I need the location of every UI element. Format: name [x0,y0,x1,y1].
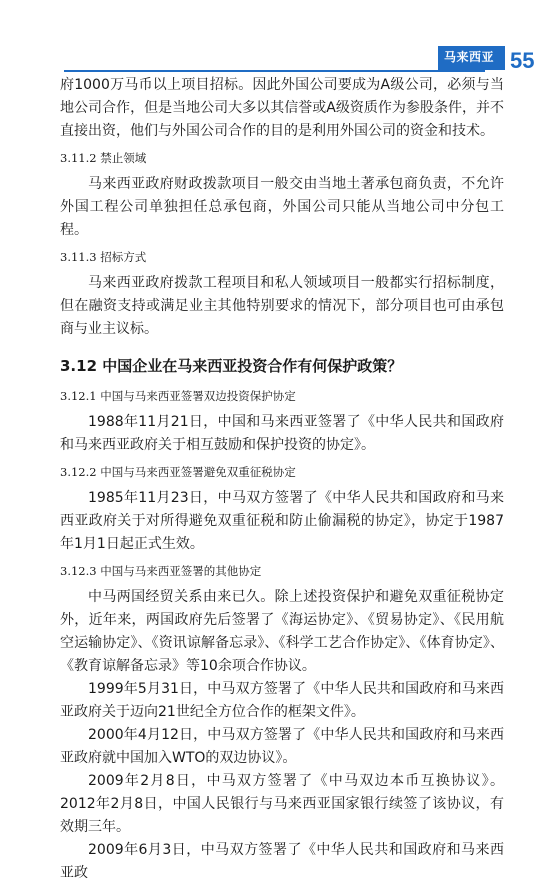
subsection-heading: 3.11.3 招标方式 [60,250,147,264]
paragraph: 2000年4月12日，中马双方签署了《中华人民共和国政府和马来西亚政府就中国加入WTO的双边协议》。 [60,727,504,766]
paragraph: 1999年5月31日，中马双方签署了《中华人民共和国政府和马来西亚政府关于迈向21世纪全方位合作的框架文件》。 [60,681,504,720]
paragraph: 1988年11月21日，中国和马来西亚签署了《中华人民共和国政府和马来西亚政府关于相互鼓励和保护投资的协定》。 [60,414,504,453]
paragraph: 1985年11月23日，中马双方签署了《中华人民共和国政府和马来西亚政府关于对所得避免双重征税和防止偷漏税的协定》，协定于1987年1月1日起正式生效。 [60,490,504,552]
paragraph: 马来西亚政府拨款工程项目和私人领域项目一般都实行招标制度，但在融资支持或满足业主其他特别要求的情况下，部分项目也可由承包商与业主议标。 [60,275,504,337]
header-rule [64,70,485,72]
paragraph: 2009年2月8日，中马双方签署了《中马双边本币互换协议》。2012年2月8日，中国人民银行与马来西亚国家银行续签了该协议，有效期三年。 [60,773,504,835]
subsection-heading: 3.11.2 禁止领域 [60,151,147,165]
paragraph: 马来西亚政府财政拨款项目一般交由当地土著承包商负责，不允许外国工程公司单独担任总承包商，外国公司只能从当地公司中分包工程。 [60,176,504,238]
paragraph: 2009年6月3日，中马双方签署了《中华人民共和国政府和马来西亚政 [60,842,504,881]
subsection-heading: 3.12.1 中国与马来西亚签署双边投资保护协定 [60,389,296,403]
page-content [60,74,504,885]
header-title: 马来西亚 [444,50,495,64]
subsection-heading: 3.12.2 中国与马来西亚签署避免双重征税协定 [60,465,296,479]
subsection-heading: 3.12.3 中国与马来西亚签署的其他协定 [60,564,262,578]
paragraph: 中马两国经贸关系由来已久。除上述投资保护和避免双重征税协定外，近年来，两国政府先后签署了《海运协定》、《贸易协定》、《民用航空运输协定》、《资讯谅解备忘录》、《科学工艺合作协定》、《体育协定》、《教育谅解备忘录》等10余项合作协议。 [60,589,504,674]
paragraph: 府1000万马币以上项目招标。因此外国公司要成为A级公司，必须与当地公司合作，但是当地公司大多以其信誉或A级资质作为参股条件，并不直接出资，他们与外国公司合作的目的是利用外国公司的资金和技术。 [60,77,504,139]
section-heading: 3.12 中国企业在马来西亚投资合作有何保护政策？ [60,357,403,375]
page-number: 55 [510,48,535,73]
